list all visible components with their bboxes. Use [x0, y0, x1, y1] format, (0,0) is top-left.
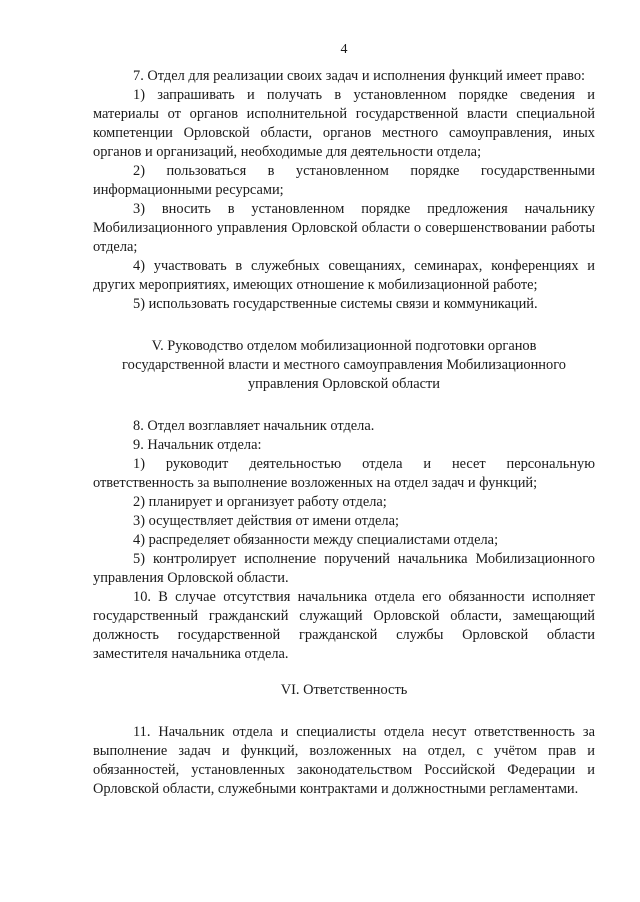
spacer [93, 700, 595, 723]
right-item-1: 1) запрашивать и получать в установленном порядке сведения и материалы от органов исполнительной государственной власти специальной компетенции Орловской области, органов местного самоуправления, иных органов и организаций, необходимые для деятельности отдела; [93, 87, 595, 160]
page-number: 4 [340, 42, 348, 57]
head-duty-item-4: 4) распределяет обязанности между специалистами отдела; [133, 532, 499, 548]
paragraph-10: 10. В случае отсутствия начальника отдела его обязанности исполняет государственный гражданский служащий Орловской области, замещающий должность государственной гражданской службы Орловской области заместителя начальника отдела. [93, 589, 595, 662]
section-v-heading: V. Руководство отделом мобилизационной подготовки органов государственной власти и местного самоуправления Мобилизационного управления Орловской области [122, 338, 566, 392]
document-page [93, 40, 595, 799]
right-item-3: 3) вносить в установленном порядке предложения начальнику Мобилизационного управления Орловской области о совершенствовании работы отдела; [93, 201, 595, 255]
head-duty-item-3: 3) осуществляет действия от имени отдела; [133, 513, 399, 529]
right-item-5: 5) использовать государственные системы связи и коммуникаций. [133, 296, 538, 312]
spacer [93, 664, 595, 681]
right-item-2: 2) пользоваться в установленном порядке государственными информационными ресурсами; [93, 163, 595, 198]
spacer [93, 314, 595, 337]
paragraph-7-intro: 7. Отдел для реализации своих задач и исполнения функций имеет право: [133, 68, 586, 84]
spacer [93, 394, 595, 417]
paragraph-9: 9. Начальник отдела: [133, 437, 262, 453]
head-duty-item-5: 5) контролирует исполнение поручений начальника Мобилизационного управления Орловской области. [93, 551, 595, 586]
paragraph-8: 8. Отдел возглавляет начальник отдела. [133, 418, 375, 434]
head-duty-item-2: 2) планирует и организует работу отдела; [133, 494, 387, 510]
right-item-4: 4) участвовать в служебных совещаниях, семинарах, конференциях и других мероприятиях, имеющих отношение к мобилизационной работе; [93, 258, 595, 293]
head-duty-item-1: 1) руководит деятельностью отдела и несет персональную ответственность за выполнение возложенных на отдел задач и функций; [93, 456, 595, 491]
section-vi-heading: VI. Ответственность [280, 682, 408, 698]
paragraph-11: 11. Начальник отдела и специалисты отдела несут ответственность за выполнение задач и функций, возложенных на отдел, с учётом прав и обязанностей, установленных законодательством Российской Федерации и Орловской области, служебными контрактами и должностными регламентами. [93, 724, 595, 797]
